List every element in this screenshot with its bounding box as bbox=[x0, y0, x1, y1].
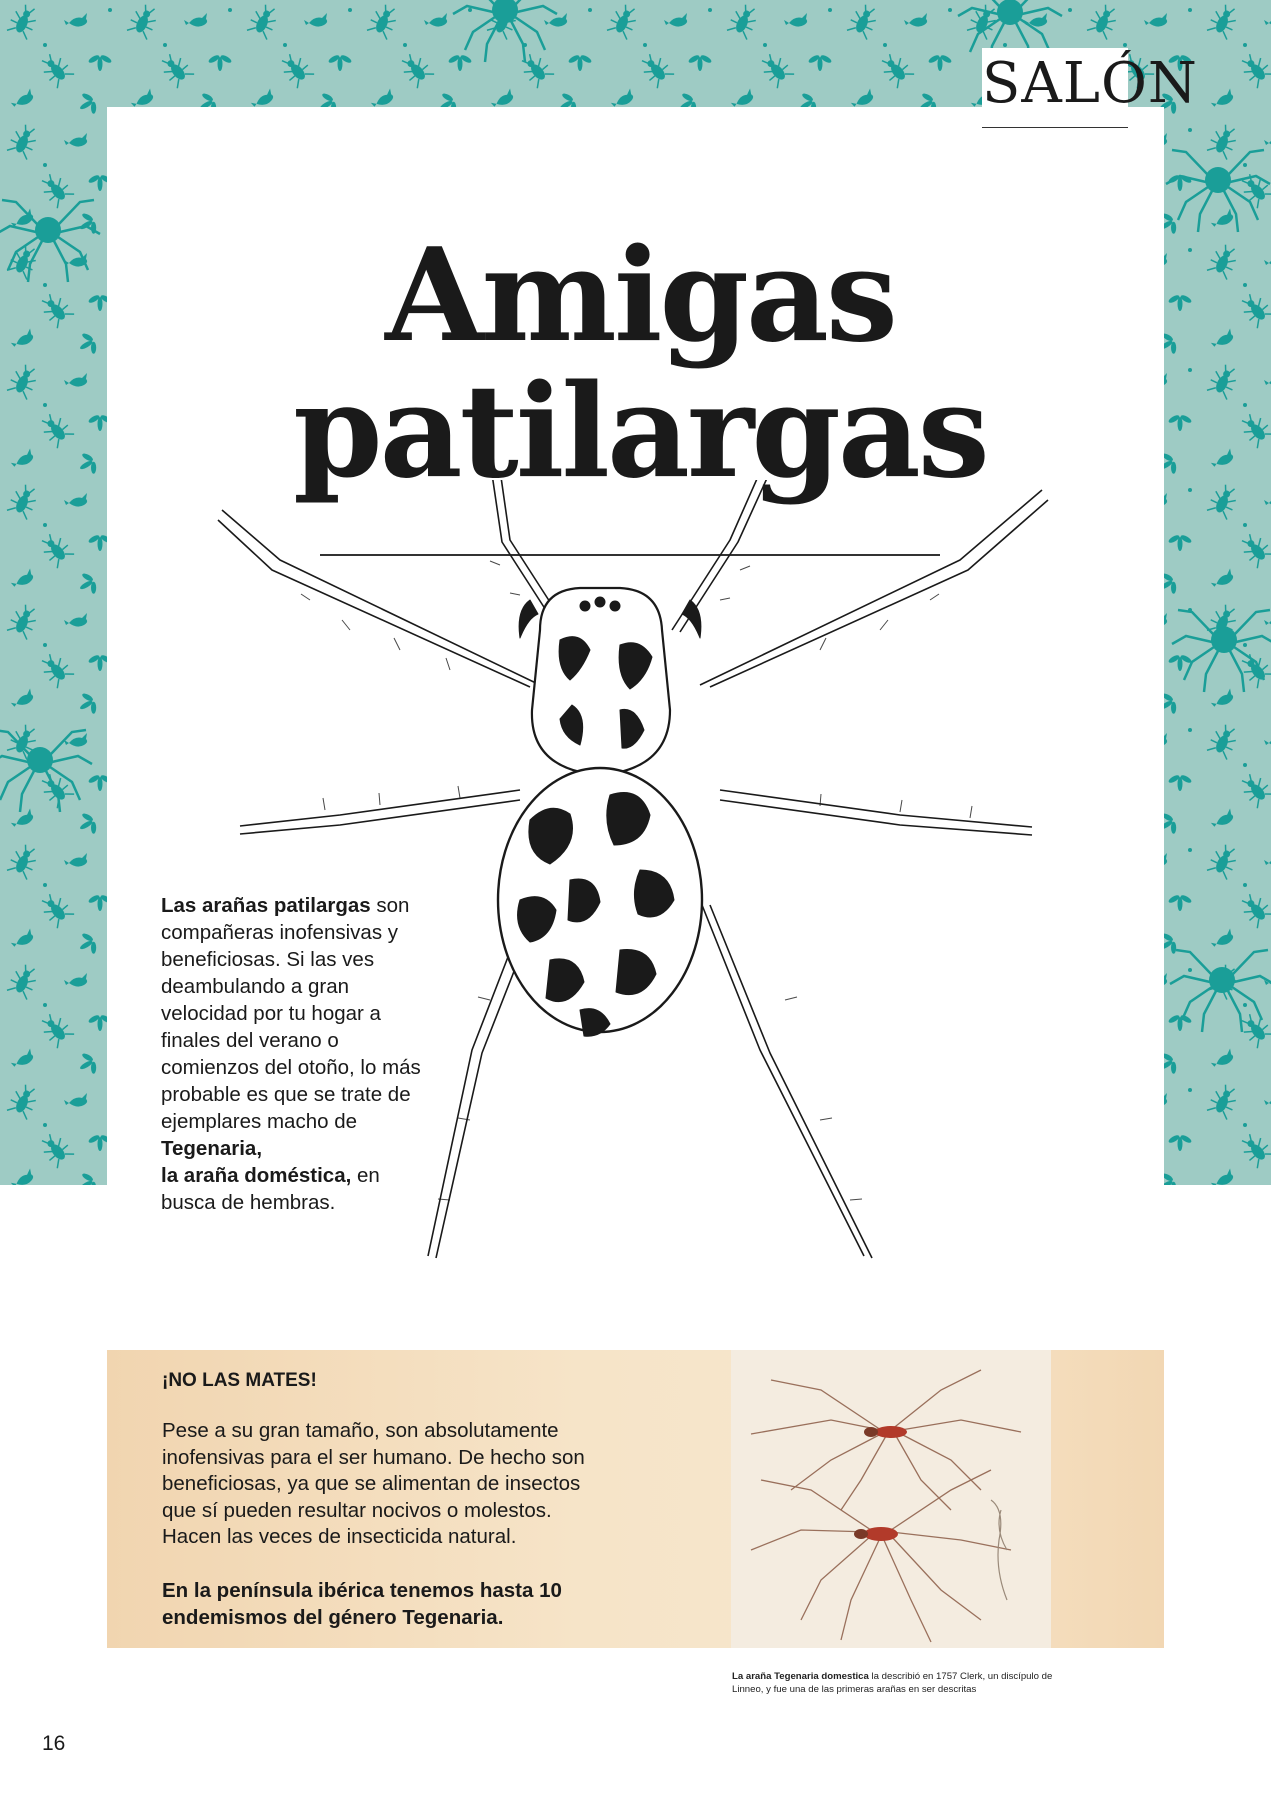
caption-bold: La araña Tegenaria domestica bbox=[732, 1671, 869, 1682]
intro-text-1: son compañeras inofensivas y beneficiosas. Si las ves deambulando a gran velocidad por tu hogar a finales del verano o comienzos del otoño, lo más probable es que se trate de ejemplares macho de bbox=[161, 894, 421, 1133]
intro-lead: Las arañas patilargas bbox=[161, 894, 371, 917]
intro-text-2: en busca de hembras. bbox=[161, 1164, 380, 1214]
info-box bbox=[107, 1350, 1164, 1648]
title-line-2: patilargas bbox=[293, 357, 987, 507]
title-line-1: Amigas bbox=[385, 221, 895, 371]
page-number: 16 bbox=[42, 1732, 66, 1755]
section-rule bbox=[982, 127, 1128, 128]
info-heading: ¡NO LAS MATES! bbox=[162, 1370, 317, 1391]
caption-text: la describió en 1757 Clerk, un discípulo de Linneo, y fue una de las primeras arañas en ser descritas bbox=[732, 1671, 1053, 1695]
info-highlight: En la península ibérica tenemos hasta 10 endemismos del género Tegenaria. bbox=[162, 1579, 562, 1629]
antique-spider-plate-icon bbox=[731, 1350, 1051, 1648]
article-title bbox=[280, 221, 1000, 507]
figure-caption bbox=[732, 1670, 1072, 1696]
info-body: Pese a su gran tamaño, son absolutamente inofensivas para el ser humano. De hecho son beneficiosas, ya que se alimentan de insectos que sí pueden resultar nocivos o molestos. Hacen las veces de insecticida natural. bbox=[162, 1419, 585, 1548]
section-label: SALÓN bbox=[982, 48, 1128, 116]
intro-bold-domestica: la araña doméstica, bbox=[161, 1164, 352, 1187]
antique-spider-plate bbox=[731, 1350, 1051, 1648]
intro-bold-tegenaria: Tegenaria, bbox=[161, 1137, 263, 1160]
intro-paragraph bbox=[161, 892, 433, 1216]
